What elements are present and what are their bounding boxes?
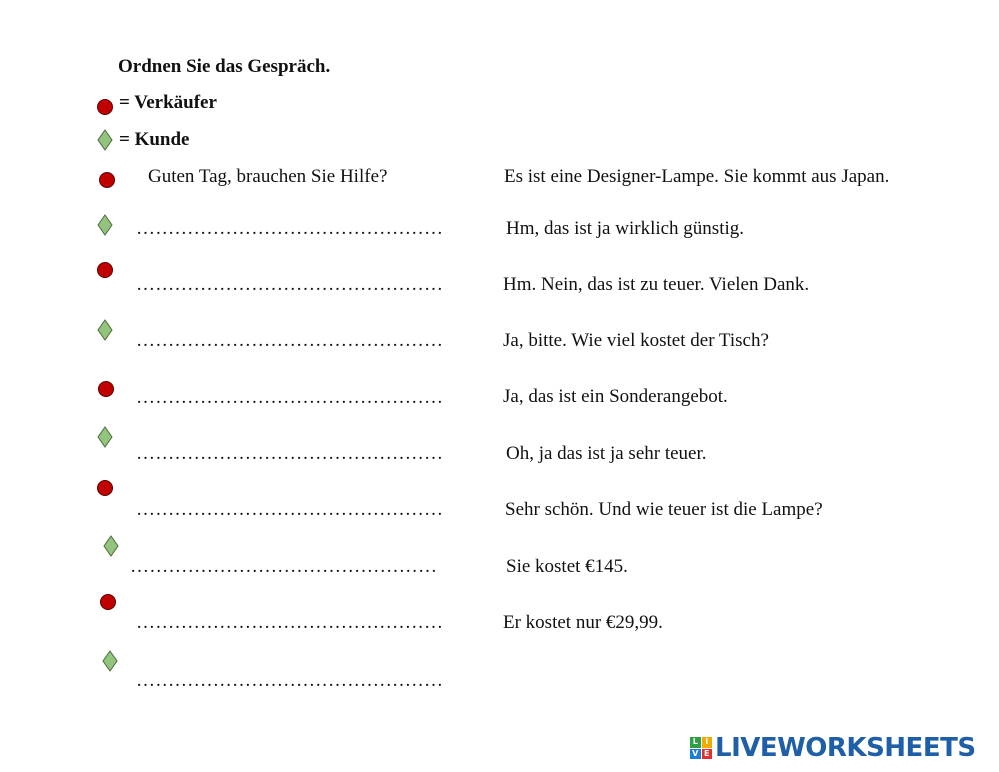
row-3-seller-icon: [97, 262, 113, 278]
sentence-option: Hm, das ist ja wirklich günstig.: [506, 218, 745, 239]
answer-blank-6[interactable]: …………………………………………: [136, 499, 444, 520]
row-7-seller-icon: [97, 480, 113, 496]
sentence-option: Er kostet nur €29,99.: [503, 612, 663, 633]
logo-text: LIVEWORKSHEETS: [715, 733, 976, 763]
first-dialogue-line: Guten Tag, brauchen Sie Hilfe?: [148, 166, 388, 187]
instruction-title: Ordnen Sie das Gespräch.: [118, 56, 331, 77]
logo-tiles-icon: [690, 737, 712, 759]
row-2-customer-icon: [97, 214, 113, 236]
answer-blank-5[interactable]: …………………………………………: [136, 443, 444, 464]
answer-blank-8[interactable]: …………………………………………: [136, 612, 444, 633]
row-6-customer-icon: [97, 426, 113, 448]
legend-seller-label: = Verkäufer: [119, 92, 217, 113]
row-8-customer-icon: [103, 535, 119, 557]
customer-marker-icon: [97, 129, 113, 151]
answer-blank-4[interactable]: …………………………………………: [136, 387, 444, 408]
answer-blank-1[interactable]: …………………………………………: [136, 218, 444, 239]
logo-tile: L: [690, 737, 701, 748]
logo-tile: I: [702, 737, 713, 748]
sentence-option: Ja, bitte. Wie viel kostet der Tisch?: [503, 330, 769, 351]
sentence-option: Es ist eine Designer-Lampe. Sie kommt aus Japan.: [504, 166, 890, 187]
logo-tile: E: [702, 749, 713, 760]
sentence-option: Hm. Nein, das ist zu teuer. Vielen Dank.: [503, 274, 810, 295]
sentence-option: Sie kostet €145.: [506, 556, 628, 577]
logo-tile: V: [690, 749, 701, 760]
row-4-customer-icon: [97, 319, 113, 341]
legend-customer-label: = Kunde: [119, 129, 190, 150]
liveworksheets-logo: [690, 734, 976, 762]
seller-marker-icon: [97, 99, 113, 115]
answer-blank-3[interactable]: …………………………………………: [136, 330, 444, 351]
answer-blank-2[interactable]: …………………………………………: [136, 274, 444, 295]
row-5-seller-icon: [98, 381, 114, 397]
answer-blank-9[interactable]: …………………………………………: [136, 670, 444, 691]
sentence-option: Oh, ja das ist ja sehr teuer.: [506, 443, 707, 464]
sentence-option: Sehr schön. Und wie teuer ist die Lampe?: [505, 499, 823, 520]
answer-blank-7[interactable]: …………………………………………: [130, 556, 438, 577]
sentence-option: Ja, das ist ein Sonderangebot.: [503, 386, 728, 407]
row-10-customer-icon: [102, 650, 118, 672]
row-9-seller-icon: [100, 594, 116, 610]
row-1-seller-icon: [99, 172, 115, 188]
